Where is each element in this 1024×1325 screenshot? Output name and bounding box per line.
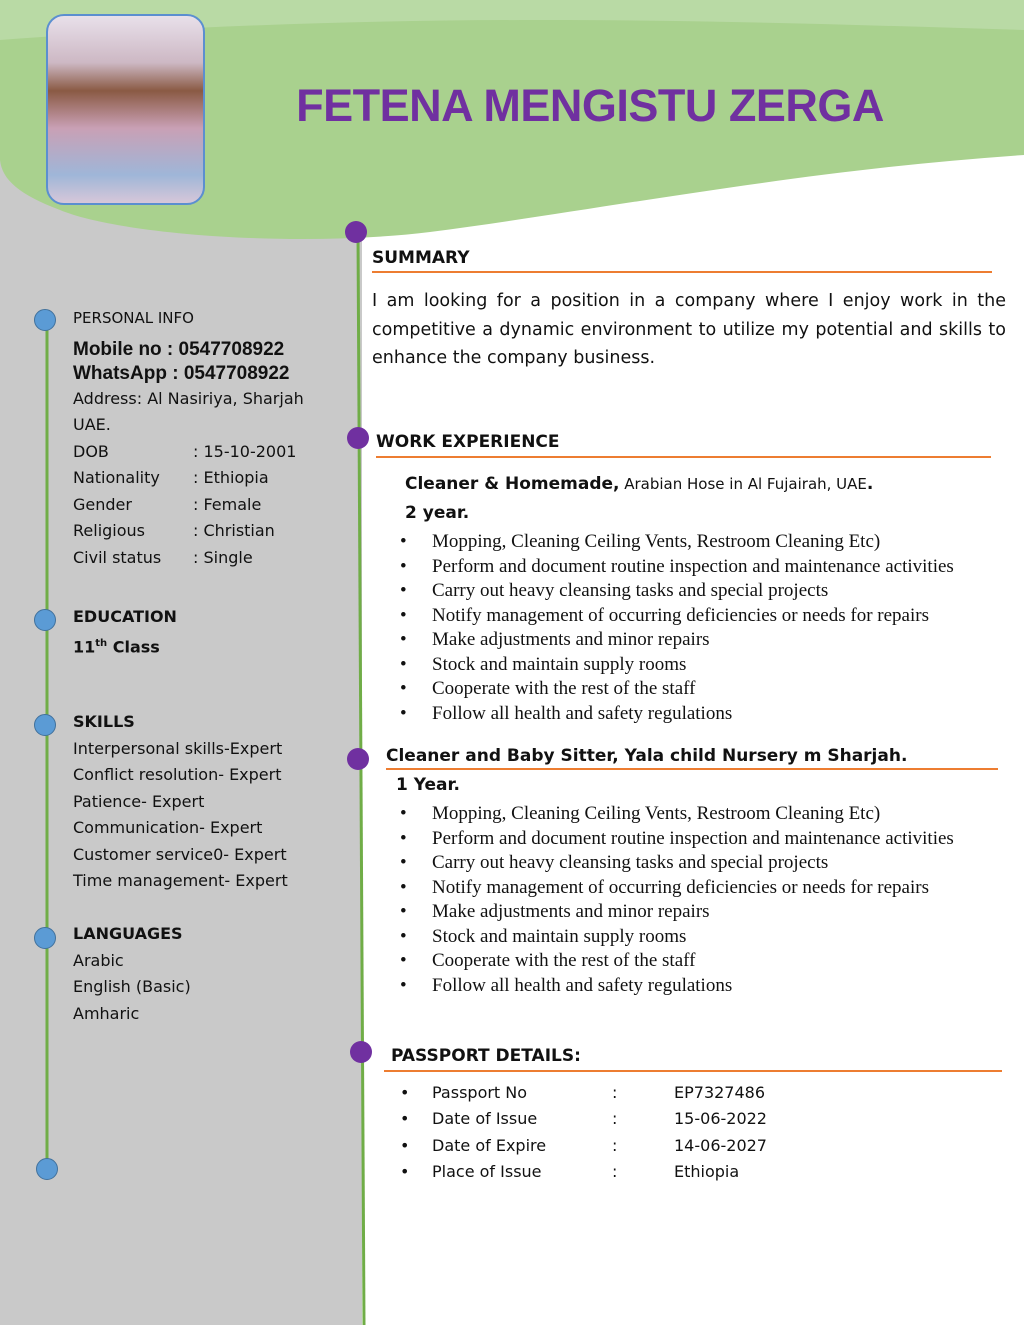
duty-item: • Notify management of occurring deficiencies or needs for repairs bbox=[372, 876, 954, 901]
timeline-dot bbox=[34, 927, 56, 949]
languages-section bbox=[73, 921, 191, 1027]
personal-info-section bbox=[73, 305, 304, 571]
education-heading: EDUCATION bbox=[73, 607, 177, 626]
field-value: : 15-10-2001 bbox=[193, 441, 297, 461]
work-experience-heading-block bbox=[376, 432, 991, 458]
passport-row bbox=[372, 1080, 767, 1106]
duty-item: • Perform and document routine inspection and maintenance activities bbox=[372, 827, 954, 852]
field-label: Nationality bbox=[73, 468, 160, 487]
summary-section bbox=[372, 248, 1006, 373]
timeline-dot bbox=[34, 609, 56, 631]
timeline-dot bbox=[347, 748, 369, 770]
passport-row bbox=[372, 1133, 767, 1159]
timeline-dot bbox=[36, 1158, 58, 1180]
timeline-dot bbox=[34, 714, 56, 736]
passport-label: Date of Issue bbox=[432, 1109, 538, 1129]
field-label: Civil status bbox=[73, 547, 162, 567]
duty-item: • Make adjustments and minor repairs bbox=[372, 628, 954, 653]
job-2-duties bbox=[372, 802, 954, 998]
personal-field-row bbox=[73, 545, 304, 572]
address-country: UAE. bbox=[73, 415, 111, 434]
passport-details-list bbox=[372, 1080, 767, 1185]
mobile-number: Mobile no : 0547708922 bbox=[73, 338, 285, 360]
passport-value: 14-06-2027 bbox=[674, 1135, 767, 1155]
summary-heading: SUMMARY bbox=[372, 248, 470, 268]
language-item: Amharic bbox=[73, 1003, 140, 1023]
duty-item: • Perform and document routine inspection and maintenance activities bbox=[372, 555, 954, 580]
duty-item: • Follow all health and safety regulations bbox=[372, 702, 954, 727]
timeline-dot bbox=[350, 1041, 372, 1063]
timeline-dot bbox=[345, 221, 367, 243]
duty-item: • Cooperate with the rest of the staff bbox=[372, 949, 954, 974]
passport-heading: PASSPORT DETAILS: bbox=[391, 1046, 581, 1066]
field-value: : Female bbox=[193, 494, 262, 514]
language-item: English (Basic) bbox=[73, 977, 191, 996]
job-2-duration: 1 Year. bbox=[396, 775, 460, 795]
education-level: 11th Class bbox=[73, 636, 160, 656]
summary-text: I am looking for a position in a company where I enjoy work in the competitive a dynamic environment to utilize my potential and skills to enhance the company business. bbox=[372, 291, 1006, 368]
address: Address: Al Nasiriya, Sharjah bbox=[73, 388, 304, 408]
field-value: : Ethiopia bbox=[193, 468, 269, 487]
skill-item: Patience- Expert bbox=[73, 791, 205, 811]
skills-section bbox=[73, 709, 288, 895]
education-section bbox=[73, 604, 177, 660]
skill-item: Time management- Expert bbox=[73, 871, 288, 890]
timeline-dot bbox=[34, 309, 56, 331]
languages-heading: LANGUAGES bbox=[73, 924, 183, 943]
personal-info-heading: PERSONAL INFO bbox=[73, 309, 194, 327]
field-label: Gender bbox=[73, 494, 132, 514]
field-label: DOB bbox=[73, 441, 109, 461]
passport-row bbox=[372, 1106, 767, 1132]
duty-item: • Carry out heavy cleansing tasks and special projects bbox=[372, 579, 954, 604]
passport-value: EP7327486 bbox=[674, 1083, 766, 1102]
duty-item: • Mopping, Cleaning Ceiling Vents, Restroom Cleaning Etc) bbox=[372, 802, 954, 827]
field-value: : Single bbox=[193, 547, 253, 567]
passport-colon: : bbox=[612, 1083, 618, 1102]
job-2-heading-block bbox=[386, 746, 998, 770]
personal-field-row bbox=[73, 439, 304, 466]
passport-label: Date of Expire bbox=[432, 1135, 547, 1155]
skill-item: Customer service0- Expert bbox=[73, 844, 287, 864]
duty-item: • Notify management of occurring deficiencies or needs for repairs bbox=[372, 604, 954, 629]
duty-item: • Make adjustments and minor repairs bbox=[372, 900, 954, 925]
skill-item: Conflict resolution- Expert bbox=[73, 765, 282, 784]
personal-field-row bbox=[73, 492, 304, 519]
skill-item: Interpersonal skills-Expert bbox=[73, 738, 283, 758]
skills-heading: SKILLS bbox=[73, 712, 135, 731]
passport-colon: : bbox=[612, 1161, 618, 1181]
skill-item: Communication- Expert bbox=[73, 818, 263, 837]
duty-item: • Carry out heavy cleansing tasks and special projects bbox=[372, 851, 954, 876]
personal-field-row bbox=[73, 518, 304, 545]
personal-field-row bbox=[73, 465, 304, 492]
passport-label: Place of Issue bbox=[432, 1161, 542, 1181]
job-1-duration: 2 year. bbox=[405, 503, 470, 523]
duty-item: • Follow all health and safety regulations bbox=[372, 974, 954, 999]
duty-item: • Mopping, Cleaning Ceiling Vents, Restroom Cleaning Etc) bbox=[372, 530, 954, 555]
passport-colon: : bbox=[612, 1109, 618, 1129]
field-label: Religious bbox=[73, 521, 145, 540]
job-2-title: Cleaner and Baby Sitter, Yala child Nursery m Sharjah. bbox=[386, 746, 908, 766]
passport-row bbox=[372, 1159, 767, 1185]
duty-item: • Cooperate with the rest of the staff bbox=[372, 677, 954, 702]
passport-value: Ethiopia bbox=[674, 1161, 740, 1181]
passport-colon: : bbox=[612, 1135, 618, 1155]
passport-value: 15-06-2022 bbox=[674, 1109, 767, 1129]
language-item: Arabic bbox=[73, 950, 124, 970]
passport-label: Passport No bbox=[432, 1083, 528, 1102]
job-1-title: Cleaner & Homemade, Arabian Hose in Al Fujairah, UAE. bbox=[405, 474, 874, 494]
profile-photo bbox=[46, 14, 205, 205]
field-value: : Christian bbox=[193, 521, 275, 540]
duty-item: • Stock and maintain supply rooms bbox=[372, 925, 954, 950]
candidate-name: FETENA MENGISTU ZERGA bbox=[296, 80, 884, 131]
whatsapp-number: WhatsApp : 0547708922 bbox=[73, 362, 290, 384]
job-1-duties bbox=[372, 530, 954, 726]
passport-heading-block bbox=[384, 1046, 1002, 1072]
timeline-dot bbox=[347, 427, 369, 449]
work-experience-heading: WORK EXPERIENCE bbox=[376, 432, 560, 452]
duty-item: • Stock and maintain supply rooms bbox=[372, 653, 954, 678]
